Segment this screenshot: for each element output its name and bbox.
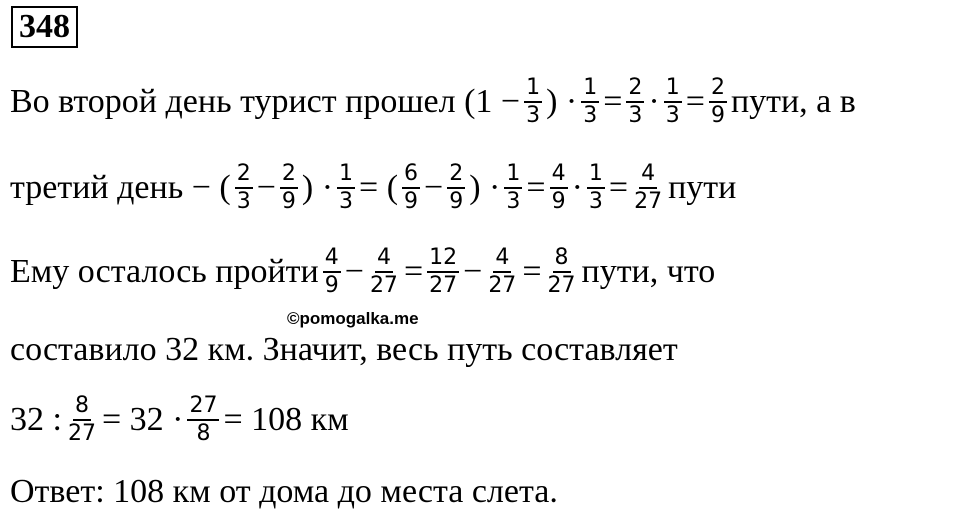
fraction: [447, 161, 465, 215]
fraction: [504, 161, 522, 215]
fraction: [709, 75, 727, 129]
fraction: [235, 161, 253, 215]
text: −: [463, 253, 483, 290]
text: =: [685, 83, 705, 120]
text: Во второй день турист прошел (1 −: [10, 83, 521, 120]
numerator: 2: [447, 161, 465, 189]
denominator: 3: [665, 103, 680, 128]
denominator: 27: [369, 273, 398, 298]
denominator: 3: [588, 189, 603, 214]
solution-line-5: [10, 390, 349, 450]
numerator: 4: [639, 161, 657, 189]
numerator: 2: [709, 75, 727, 103]
numerator: 4: [550, 161, 568, 189]
denominator: 9: [551, 189, 566, 214]
numerator: 4: [493, 245, 511, 273]
text: =: [522, 253, 542, 290]
numerator: 1: [581, 75, 599, 103]
text: 32 :: [10, 401, 62, 438]
denominator: 3: [236, 189, 251, 214]
text: = (: [359, 169, 399, 206]
answer-line: [10, 462, 558, 522]
text: Ответ: 108 км от дома до места слета.: [10, 473, 558, 510]
text: ·: [648, 83, 660, 120]
denominator: 27: [547, 273, 576, 298]
solution-line-4: [10, 320, 678, 380]
numerator: 2: [280, 161, 298, 189]
text: = 32 ·: [101, 401, 184, 438]
fraction: [581, 75, 599, 129]
denominator: 8: [196, 421, 211, 446]
fraction: [427, 245, 459, 299]
solution-line-3: [10, 242, 715, 302]
numerator: 1: [524, 75, 542, 103]
fraction: [486, 245, 518, 299]
solution-line-1: [10, 72, 856, 132]
denominator: 3: [339, 189, 354, 214]
text: ·: [571, 169, 583, 206]
text: =: [603, 83, 623, 120]
text: третий день − (: [10, 169, 231, 206]
text: =: [608, 169, 629, 206]
numerator: 2: [235, 161, 253, 189]
fraction: [337, 161, 355, 215]
fraction: [187, 393, 219, 447]
fraction: [664, 75, 682, 129]
watermark: ©pomogalka.me: [287, 309, 419, 328]
denominator: 9: [710, 103, 725, 128]
fraction: [546, 245, 578, 299]
denominator: 27: [634, 189, 663, 214]
numerator: 2: [626, 75, 644, 103]
text: ) ·: [469, 169, 501, 206]
text: −: [344, 253, 364, 290]
text: пути, а в: [730, 83, 856, 120]
text: пути, что: [581, 253, 716, 290]
text: ) ·: [301, 169, 334, 206]
denominator: 3: [506, 189, 521, 214]
numerator: 1: [587, 161, 605, 189]
text: −: [424, 169, 444, 206]
numerator: 4: [323, 245, 341, 273]
fraction: [550, 161, 568, 215]
denominator: 3: [583, 103, 598, 128]
denominator: 9: [404, 189, 419, 214]
numerator: 1: [664, 75, 682, 103]
numerator: 8: [553, 245, 571, 273]
denominator: 3: [628, 103, 643, 128]
numerator: 1: [504, 161, 522, 189]
solution-line-2: [10, 158, 736, 218]
fraction: [368, 245, 400, 299]
fraction: [66, 393, 98, 447]
text: =: [403, 253, 424, 290]
denominator: 27: [488, 273, 517, 298]
denominator: 9: [449, 189, 464, 214]
text: ) ·: [546, 83, 578, 120]
fraction: [632, 161, 664, 215]
denominator: 27: [429, 273, 458, 298]
text: составило 32 км. Значит, весь путь составляет: [10, 331, 678, 368]
fraction: [280, 161, 298, 215]
fraction: [587, 161, 605, 215]
text: = 108 км: [223, 401, 349, 438]
fraction: [626, 75, 644, 129]
text: −: [256, 169, 276, 206]
fraction: [323, 245, 341, 299]
denominator: 9: [324, 273, 339, 298]
fraction: [402, 161, 420, 215]
numerator: 12: [427, 245, 459, 273]
denominator: 9: [281, 189, 296, 214]
denominator: 3: [526, 103, 541, 128]
text: пути: [668, 169, 737, 206]
fraction: [524, 75, 542, 129]
numerator: 27: [187, 393, 219, 421]
numerator: 6: [402, 161, 420, 189]
denominator: 27: [67, 421, 96, 446]
text: =: [526, 169, 546, 206]
numerator: 1: [337, 161, 355, 189]
task-number: 348: [11, 6, 78, 48]
numerator: 8: [73, 393, 91, 421]
numerator: 4: [375, 245, 393, 273]
text: Ему осталось пройти: [10, 253, 319, 290]
